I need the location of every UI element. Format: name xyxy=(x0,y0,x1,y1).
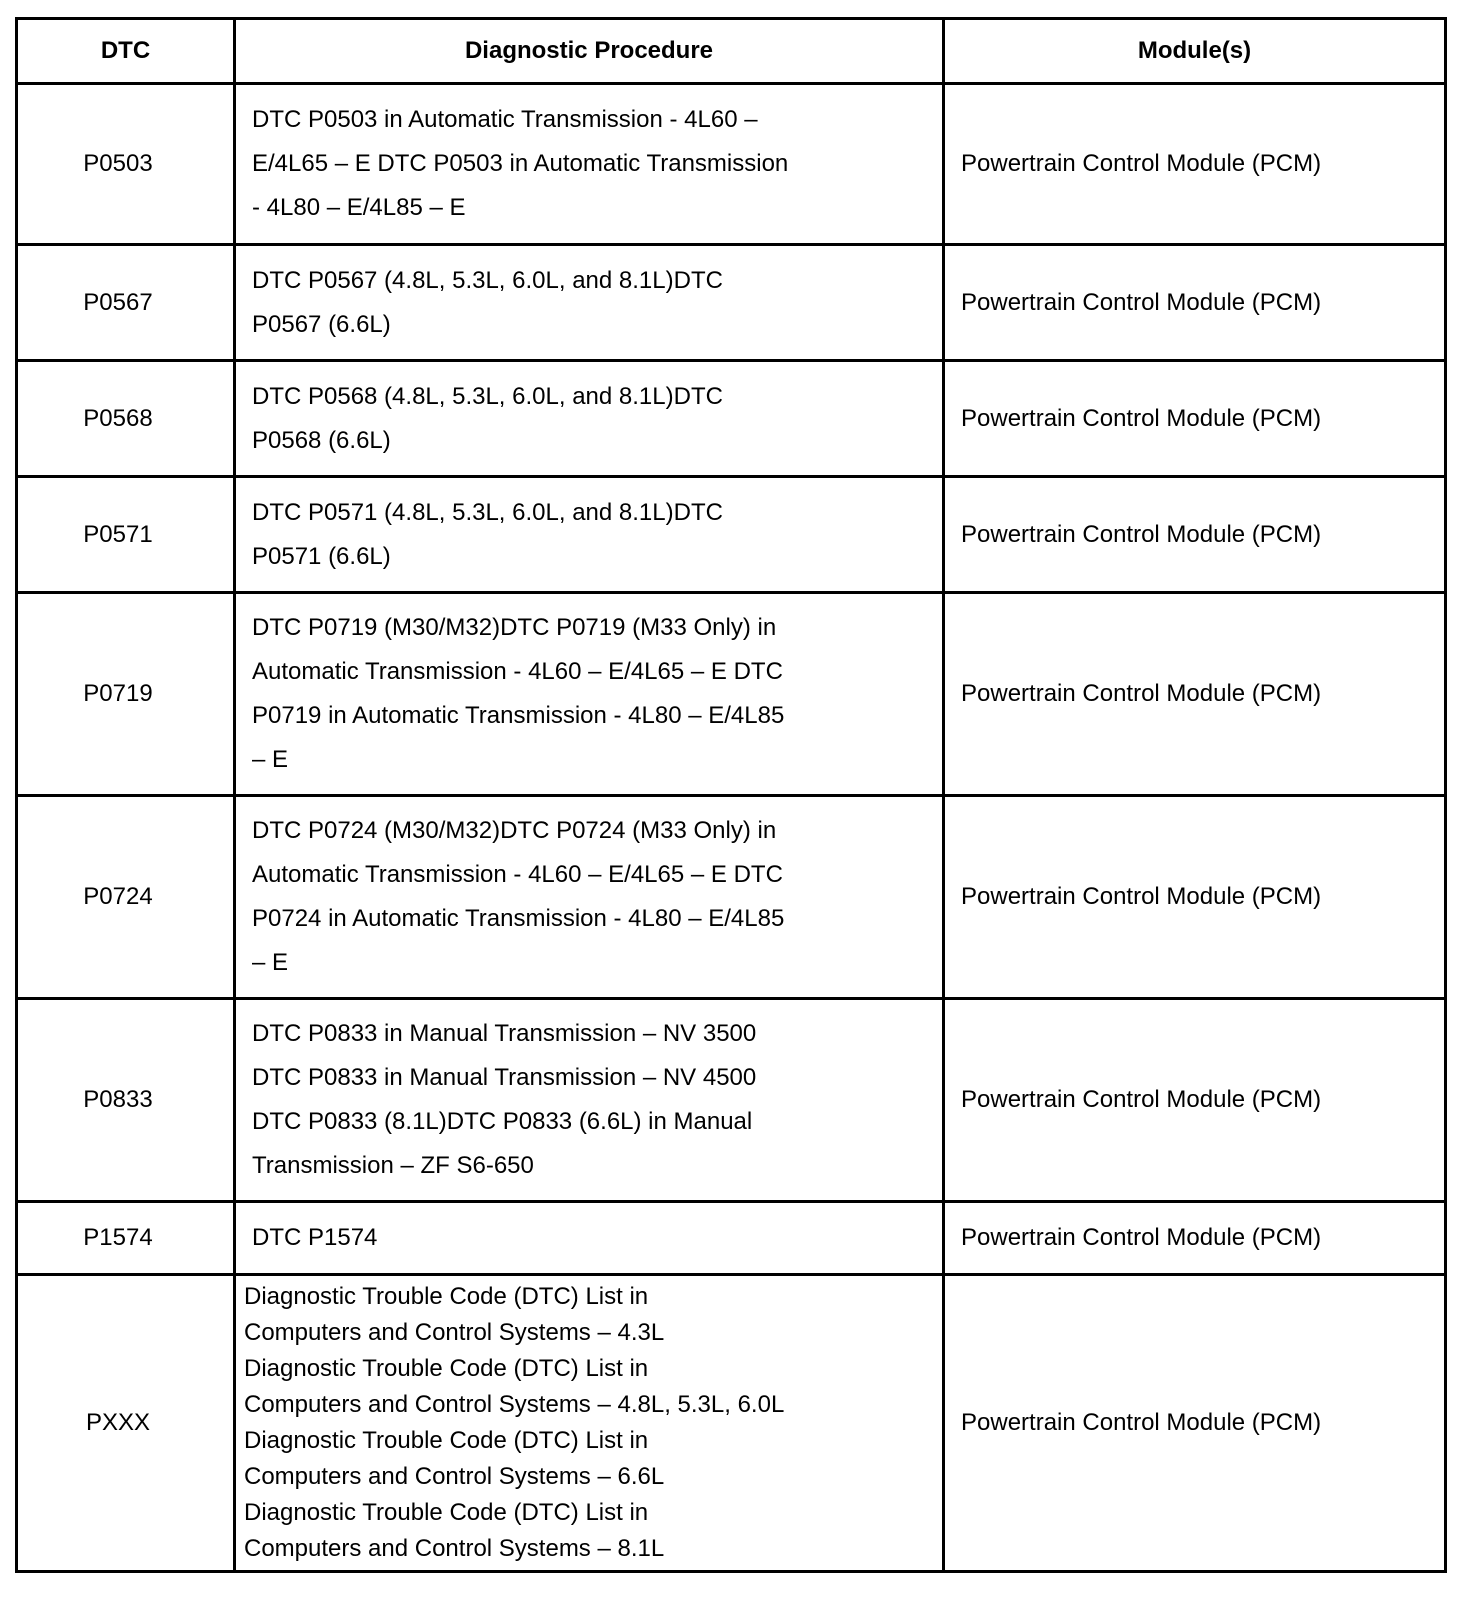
dtc-code: P0724 xyxy=(83,883,153,910)
procedure-line: Automatic Transmission - 4L60 – E/4L65 – E DTC xyxy=(252,861,783,888)
procedure-line: Diagnostic Trouble Code (DTC) List in xyxy=(244,1355,649,1382)
dtc-code: PXXX xyxy=(85,1409,151,1436)
dtc-code: P0568 xyxy=(83,404,153,432)
procedure-cell xyxy=(235,1275,944,1572)
table-row xyxy=(17,84,1446,245)
dtc-cell xyxy=(17,1202,235,1275)
procedure-line: Diagnostic Trouble Code (DTC) List in xyxy=(244,1427,649,1454)
dtc-code: P0567 xyxy=(83,288,153,316)
procedure-line: DTC P1574 xyxy=(252,1224,378,1251)
procedure-cell xyxy=(235,245,944,361)
table-row xyxy=(17,593,1446,796)
dtc-code: P0719 xyxy=(83,680,153,707)
dtc-code: P0833 xyxy=(83,1086,153,1113)
procedure-line: Diagnostic Trouble Code (DTC) List in xyxy=(244,1283,649,1310)
module-cell: Powertrain Control Module (PCM) xyxy=(944,593,1446,796)
procedure-line: DTC P0724 (M30/M32)DTC P0724 (M33 Only) in xyxy=(252,817,777,844)
procedure-line: DTC P0833 (8.1L)DTC P0833 (6.6L) in Manual xyxy=(252,1108,753,1135)
procedure-line: Transmission – ZF S6-650 xyxy=(252,1152,534,1179)
module-cell: Powertrain Control Module (PCM) xyxy=(944,245,1446,361)
module-cell: Powertrain Control Module (PCM) xyxy=(944,999,1446,1202)
table-row xyxy=(17,245,1446,361)
procedure-line: - 4L80 – E/4L85 – E xyxy=(252,194,466,221)
procedure-line: DTC P0833 in Manual Transmission – NV 4500 xyxy=(252,1064,757,1091)
module-cell: Powertrain Control Module (PCM) xyxy=(944,1202,1446,1275)
procedure-cell xyxy=(235,1202,944,1275)
procedure-line: Automatic Transmission - 4L60 – E/4L65 – E DTC xyxy=(252,658,783,685)
procedure-line: DTC P0719 (M30/M32)DTC P0719 (M33 Only) in xyxy=(252,614,777,641)
procedure-line: E/4L65 – E DTC P0503 in Automatic Transmission xyxy=(252,150,789,177)
header-row xyxy=(17,19,1446,84)
procedure-cell xyxy=(235,796,944,999)
module-cell: Powertrain Control Module (PCM) xyxy=(944,84,1446,245)
procedure-line: DTC P0503 in Automatic Transmission - 4L60 – xyxy=(252,106,758,133)
procedure-line: – E xyxy=(252,746,289,773)
header-modules: Module(s) xyxy=(944,19,1446,84)
procedure-cell xyxy=(235,999,944,1202)
procedure-line: Computers and Control Systems – 4.3L xyxy=(244,1319,665,1346)
procedure-cell xyxy=(235,84,944,245)
dtc-code: P0571 xyxy=(83,520,153,548)
procedure-cell xyxy=(235,361,944,477)
procedure-line: Computers and Control Systems – 8.1L xyxy=(244,1535,665,1562)
dtc-cell xyxy=(17,361,235,477)
table-row xyxy=(17,477,1446,593)
module-cell: Powertrain Control Module (PCM) xyxy=(944,477,1446,593)
header-diagnostic-procedure: Diagnostic Procedure xyxy=(235,19,944,84)
procedure-line: DTC P0568 (4.8L, 5.3L, 6.0L, and 8.1L)DTC xyxy=(252,382,723,410)
procedure-line: Computers and Control Systems – 4.8L, 5.3L, 6.0L xyxy=(244,1391,785,1418)
dtc-cell xyxy=(17,999,235,1202)
procedure-line: P0567 (6.6L) xyxy=(252,310,391,338)
procedure-line: DTC P0571 (4.8L, 5.3L, 6.0L, and 8.1L)DTC xyxy=(252,498,723,526)
table-row xyxy=(17,1202,1446,1275)
dtc-cell xyxy=(17,245,235,361)
dtc-table xyxy=(15,17,1447,1573)
table-row xyxy=(17,999,1446,1202)
procedure-line: Computers and Control Systems – 6.6L xyxy=(244,1463,665,1490)
dtc-cell xyxy=(17,796,235,999)
dtc-code: P1574 xyxy=(83,1224,153,1251)
procedure-line: P0568 (6.6L) xyxy=(252,426,391,454)
module-cell: Powertrain Control Module (PCM) xyxy=(944,1275,1446,1572)
procedure-cell xyxy=(235,593,944,796)
table-row xyxy=(17,796,1446,999)
procedure-line: P0571 (6.6L) xyxy=(252,542,391,570)
table-row xyxy=(17,361,1446,477)
header-dtc: DTC xyxy=(17,19,235,84)
procedure-line: P0719 in Automatic Transmission - 4L80 – E/4L85 xyxy=(252,702,785,729)
dtc-cell xyxy=(17,593,235,796)
procedure-line: DTC P0567 (4.8L, 5.3L, 6.0L, and 8.1L)DTC xyxy=(252,266,723,294)
dtc-code: P0503 xyxy=(83,150,153,177)
procedure-line: Diagnostic Trouble Code (DTC) List in xyxy=(244,1499,649,1526)
dtc-cell xyxy=(17,84,235,245)
dtc-cell xyxy=(17,477,235,593)
module-cell: Powertrain Control Module (PCM) xyxy=(944,796,1446,999)
table-row xyxy=(17,1275,1446,1572)
dtc-cell xyxy=(17,1275,235,1572)
module-cell: Powertrain Control Module (PCM) xyxy=(944,361,1446,477)
procedure-line: DTC P0833 in Manual Transmission – NV 3500 xyxy=(252,1020,757,1047)
procedure-line: P0724 in Automatic Transmission - 4L80 – E/4L85 xyxy=(252,905,785,932)
procedure-cell xyxy=(235,477,944,593)
procedure-line: – E xyxy=(252,949,289,976)
